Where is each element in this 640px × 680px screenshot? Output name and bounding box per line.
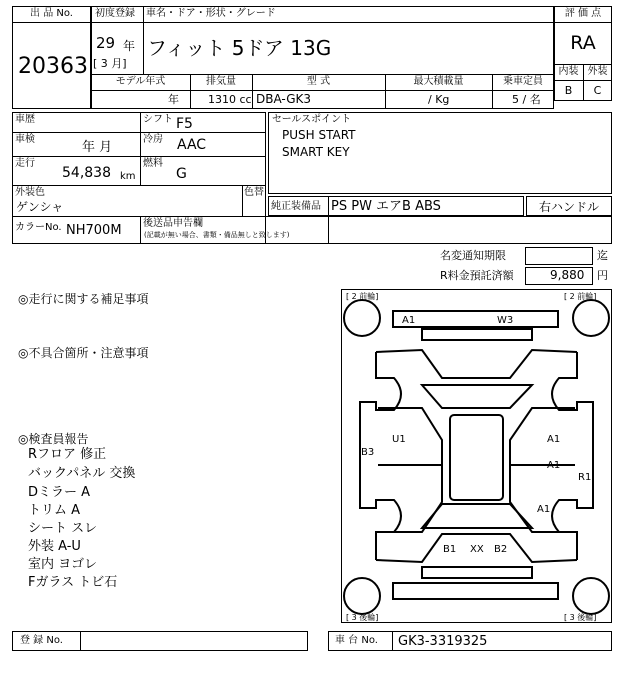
windshield — [422, 385, 532, 408]
front-right-tag: [ 2 前輪] — [564, 292, 597, 301]
recycle-fee-value: 9,880 — [550, 268, 585, 282]
exterior-label: 外装 — [587, 66, 608, 77]
grade-label: 評 価 点 — [564, 8, 602, 19]
right-body-outline — [552, 352, 593, 560]
car-name-label: 車名・ドア・形状・グレード — [146, 8, 276, 19]
inspector-report-label: ◎検査員報告 — [18, 432, 89, 446]
sales-point-2: SMART KEY — [282, 145, 350, 159]
capacity-label: 乗車定員 — [503, 76, 543, 87]
mileage-unit: km — [120, 171, 136, 182]
defects-label: ◎不具合箇所・注意事項 — [18, 346, 149, 360]
shift-value: F5 — [176, 116, 193, 132]
year-unit: 年 — [123, 39, 136, 53]
rear-bumper — [393, 583, 558, 599]
inspector-note: トリム A — [28, 503, 81, 518]
ac-label: 冷房 — [143, 134, 163, 145]
car-diagram-drawing — [342, 290, 611, 622]
exterior-grade: C — [593, 84, 602, 97]
first-registration-label: 初度登録 — [95, 8, 135, 19]
mark-r1: R1 — [578, 472, 592, 483]
color-no-value: NH700M — [66, 223, 122, 238]
mark-b2: B2 — [494, 544, 508, 555]
chassis-number: GK3-3319325 — [398, 634, 488, 649]
ac-value: AAC — [177, 137, 207, 153]
mark-w3: W3 — [497, 315, 514, 326]
mileage-label: 走行 — [15, 158, 35, 169]
hood-outline — [376, 350, 577, 378]
mark-xx: XX — [470, 544, 484, 555]
history-label: 車歴 — [15, 114, 35, 125]
front-left-wheel — [344, 300, 380, 336]
displacement: 1310 cc — [208, 93, 252, 106]
mileage-value: 54,838 — [62, 165, 111, 181]
rear-right-tag: [ 3 後輪] — [564, 613, 597, 622]
inspection-value: 年 月 — [82, 140, 113, 155]
shift-label: シフト — [143, 114, 173, 125]
mark-a1-right-door: A1 — [547, 460, 561, 471]
chassis-number-label: 車 台 No. — [335, 635, 378, 646]
handle-value: 右ハンドル — [538, 200, 599, 214]
genuine-equipment-label: 純正装備品 — [271, 201, 321, 212]
left-doors — [378, 408, 442, 532]
rear-left-tag: [ 3 後輪] — [346, 613, 379, 622]
recycle-fee-label: R料金預託済額 — [440, 269, 514, 282]
color-change-label: 色替 — [244, 187, 264, 198]
sales-point-1: PUSH START — [282, 128, 356, 142]
inspector-note: Dミラー A — [28, 485, 91, 500]
roof — [450, 415, 503, 500]
capacity: 5 / 名 — [512, 93, 541, 106]
mark-a1-right-rear: A1 — [537, 504, 551, 515]
sales-point-label: セールスポイント — [272, 114, 352, 125]
front-right-wheel — [573, 300, 609, 336]
overall-grade: RA — [570, 32, 596, 54]
type-label: 型 式 — [306, 76, 331, 87]
change-deadline-box[interactable] — [525, 247, 593, 265]
model-year-label: モデル年式 — [115, 76, 166, 87]
rear-right-wheel — [573, 578, 609, 614]
lot-number: 20363 — [18, 54, 88, 79]
mark-a1-right-front: A1 — [547, 434, 561, 445]
later-items-note: (記載が無い場合、書類・備品無しと致します) — [144, 231, 290, 239]
mark-u1: U1 — [392, 434, 406, 445]
interior-label: 内装 — [558, 66, 579, 77]
inspector-note: シート スレ — [28, 521, 98, 536]
front-grille — [422, 329, 532, 340]
interior-grade: B — [564, 84, 573, 97]
mark-b3: B3 — [361, 447, 375, 458]
max-load-label: 最大積載量 — [413, 76, 464, 87]
rear-garnish — [422, 567, 532, 578]
inspector-note: バックパネル 交換 — [28, 466, 136, 481]
driving-notes-label: ◎走行に関する補足事項 — [18, 292, 149, 306]
inspector-note: Fガラス トビ石 — [28, 575, 118, 590]
inspector-note: 室内 ヨゴレ — [28, 557, 98, 572]
change-deadline-unit: 迄 — [597, 249, 608, 262]
ext-color-label: 外装色 — [15, 187, 45, 198]
fuel-label: 燃料 — [143, 158, 163, 169]
model-type: DBA-GK3 — [256, 92, 311, 106]
color-no-label: カラーNo. — [15, 222, 62, 233]
mark-b1: B1 — [443, 544, 457, 555]
rear-left-wheel — [344, 578, 380, 614]
fuel-value: G — [176, 166, 187, 182]
ext-color-value: ゲンシャ — [16, 200, 64, 214]
recycle-fee-unit: 円 — [597, 269, 608, 282]
inspector-note: 外装 A-U — [28, 539, 81, 554]
first-registration-year: 29 — [96, 34, 116, 52]
genuine-equipment-value: PS PW エアB ABS — [331, 199, 441, 214]
first-registration-month: [ 3 月] — [93, 57, 127, 70]
front-left-tag: [ 2 前輪] — [346, 292, 379, 301]
max-load: / Kg — [428, 93, 450, 106]
change-deadline-label: 名変通知期限 — [440, 249, 506, 262]
inspector-note: Rフロア 修正 — [28, 447, 107, 462]
later-items-label: 後送品申告欄 — [143, 218, 203, 229]
lot-number-label: 出 品 No. — [30, 8, 73, 19]
front-bumper — [393, 311, 558, 327]
model-year-unit: 年 — [168, 93, 179, 106]
inspection-label: 車検 — [15, 134, 35, 145]
car-name: フィット 5ドア 13G — [147, 36, 332, 60]
displacement-label: 排気量 — [206, 76, 236, 87]
mark-a1-front: A1 — [402, 315, 416, 326]
registration-number-label: 登 録 No. — [20, 635, 63, 646]
car-diagram — [341, 289, 612, 623]
